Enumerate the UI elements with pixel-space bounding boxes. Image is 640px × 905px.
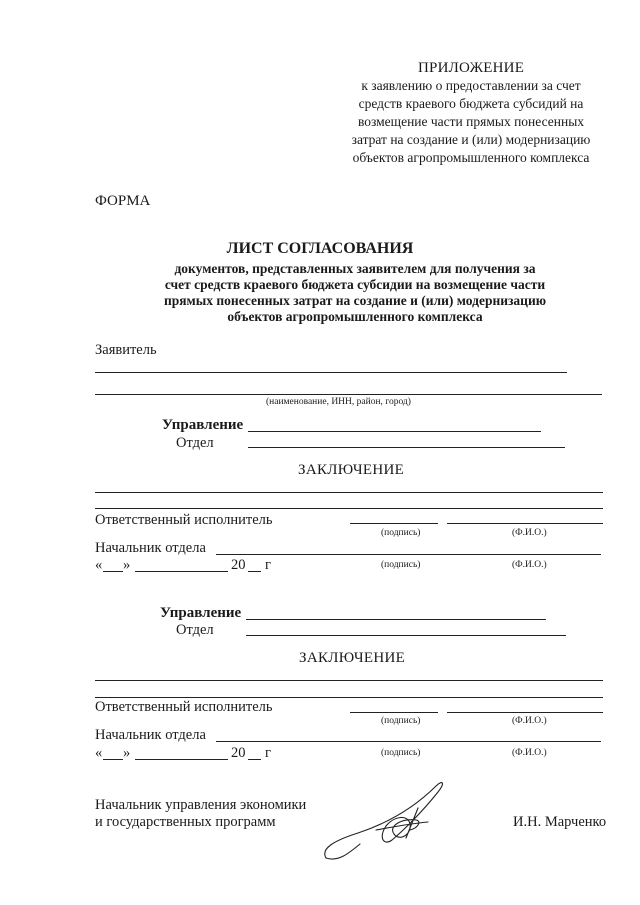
signature-caption: (подпись) (381, 716, 421, 726)
department-label: Управление (162, 417, 244, 433)
name-caption: (Ф.И.О.) (512, 716, 547, 726)
date-month-line[interactable] (135, 759, 228, 760)
conclusion-field-line[interactable] (95, 697, 603, 698)
conclusion-field-line[interactable] (95, 492, 603, 493)
applicant-field-line[interactable] (95, 394, 602, 395)
date-day-line[interactable] (103, 759, 123, 760)
date-day-line[interactable] (103, 571, 123, 572)
name-caption: (Ф.И.О.) (512, 748, 547, 758)
appendix-line: затрат на создание и (или) модернизацию (351, 132, 591, 147)
footer-position-line: и государственных программ (95, 814, 276, 830)
head-field-line[interactable] (216, 554, 601, 555)
division-field-line[interactable] (248, 447, 565, 448)
year-prefix: 20 (231, 745, 246, 761)
signature-caption: (подпись) (381, 748, 421, 758)
signatory-name: И.Н. Марченко (513, 814, 607, 830)
subtitle-line: документов, представленных заявителем для получения за (174, 261, 536, 276)
department-field-line[interactable] (246, 619, 546, 620)
name-caption: (Ф.И.О.) (512, 560, 547, 570)
division-label: Отдел (176, 622, 214, 638)
date-close-quote: » (123, 557, 131, 573)
executor-name-line[interactable] (447, 523, 603, 524)
year-suffix: г (265, 557, 271, 573)
division-field-line[interactable] (246, 635, 566, 636)
year-suffix: г (265, 745, 271, 761)
applicant-label: Заявитель (95, 342, 157, 358)
appendix-line: возмещение части прямых понесенных (357, 114, 585, 129)
date-year-line[interactable] (248, 759, 261, 760)
date-close-quote: » (123, 745, 131, 761)
conclusion-field-line[interactable] (95, 680, 603, 681)
head-label: Начальник отдела (95, 727, 206, 743)
appendix-line: объектов агропромышленного комплекса (352, 150, 590, 165)
appendix-line: средств краевого бюджета субсидий на (358, 96, 584, 111)
appendix-line: к заявлению о предоставлении за счет (361, 78, 581, 93)
document-title: ЛИСТ СОГЛАСОВАНИЯ (226, 240, 414, 257)
head-label: Начальник отдела (95, 540, 206, 556)
date-month-line[interactable] (135, 571, 228, 572)
applicant-caption: (наименование, ИНН, район, город) (266, 397, 411, 407)
footer-position-line: Начальник управления экономики (95, 797, 307, 813)
subtitle-line: счет средств краевого бюджета субсидии на возмещение части (164, 277, 546, 292)
date-year-line[interactable] (248, 571, 261, 572)
applicant-field-line[interactable] (95, 372, 567, 373)
form-label: ФОРМА (95, 193, 151, 209)
executor-label: Ответственный исполнитель (95, 512, 273, 528)
document-subtitle (120, 261, 590, 325)
year-prefix: 20 (231, 557, 246, 573)
conclusion-heading: ЗАКЛЮЧЕНИЕ (299, 650, 406, 666)
signature-caption: (подпись) (381, 560, 421, 570)
conclusion-field-line[interactable] (95, 508, 603, 509)
subtitle-line: прямых понесенных затрат на создание и (или) модернизацию (163, 293, 547, 308)
department-field-line[interactable] (248, 431, 541, 432)
division-label: Отдел (176, 435, 214, 451)
subtitle-line: объектов агропромышленного комплекса (227, 309, 483, 324)
signature-caption: (подпись) (381, 528, 421, 538)
executor-label: Ответственный исполнитель (95, 699, 273, 715)
appendix-title: ПРИЛОЖЕНИЕ (418, 60, 525, 76)
department-label: Управление (160, 605, 242, 621)
executor-signature-line[interactable] (350, 712, 438, 713)
head-field-line[interactable] (216, 741, 601, 742)
executor-name-line[interactable] (447, 712, 603, 713)
date-open-quote: « (95, 557, 103, 573)
appendix-description (330, 77, 612, 167)
name-caption: (Ф.И.О.) (512, 528, 547, 538)
conclusion-heading: ЗАКЛЮЧЕНИЕ (298, 462, 405, 478)
date-open-quote: « (95, 745, 103, 761)
handwritten-signature (318, 778, 458, 868)
executor-signature-line[interactable] (350, 523, 438, 524)
